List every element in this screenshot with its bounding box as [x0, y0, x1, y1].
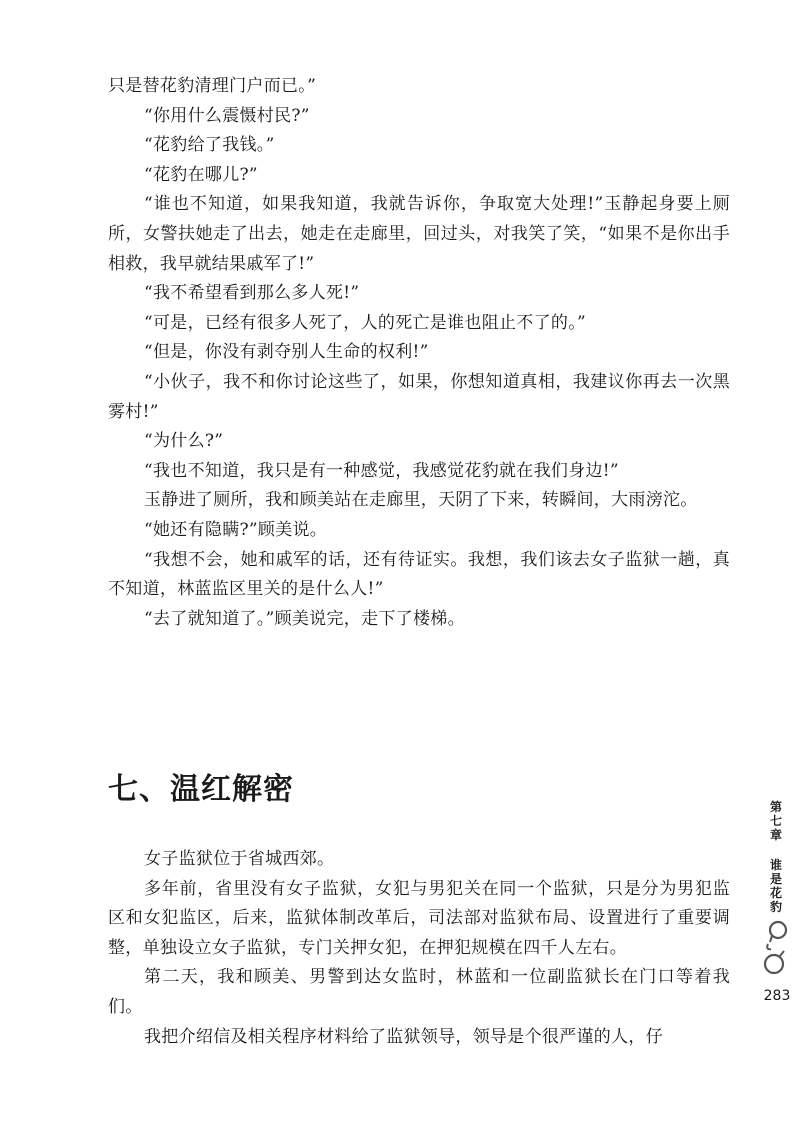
paragraph: 只是替花豹清理门户而已。” — [108, 76, 317, 96]
sidebar-chapter-number — [758, 800, 794, 842]
paragraph: 我把介绍信及相关程序材料给了监狱领导，领导是个很严谨的人，仔 — [144, 1026, 663, 1047]
paragraph: “你用什么震慑村民?” — [144, 105, 310, 126]
paragraph: “小伙子，我不和你讨论这些了，如果，你想知道真相，我建议你再去一次黑雾村!” — [108, 371, 730, 422]
paragraph: “我想不会，她和戚军的话，还有待证实。我想，我们该去女子监狱一趟，真不知道，林蓝监区里关的是什么人!” — [108, 549, 730, 600]
paragraph: “花豹给了我钱。” — [144, 135, 275, 156]
paragraph: “她还有隐瞒?”顾美说。 — [144, 519, 328, 540]
lower-text-block — [108, 845, 730, 1052]
sidebar-char: 七 — [769, 814, 782, 828]
paragraph: 女子监狱位于省城西郊。 — [144, 849, 335, 869]
sidebar-char: 章 — [769, 828, 782, 842]
sidebar-char: 第 — [769, 800, 782, 814]
paragraph: “但是，你没有剥夺别人生命的权利!” — [144, 342, 429, 363]
paragraph: “花豹在哪儿?” — [144, 164, 258, 185]
sidebar-char: 花 — [769, 886, 782, 900]
sidebar-char: 谁 — [769, 858, 782, 872]
paragraph: “去了就知道了。”顾美说完，走下了楼梯。 — [144, 608, 465, 629]
paragraph: “为什么?” — [144, 431, 224, 452]
sidebar-char: 是 — [769, 872, 782, 886]
paragraph: 玉静进了厕所，我和顾美站在走廊里，天阴了下来，转瞬间，大雨滂沱。 — [144, 490, 698, 511]
upper-text-block — [108, 72, 730, 634]
paragraph: 多年前，省里没有女子监狱，女犯与男犯关在同一个监狱，只是分为男犯监区和女犯监区，后来，监狱体制改革后，司法部对监狱布局、设置进行了重要调整，单独设立女子监狱，专门关押女犯，在押犯规模在四千人左右。 — [108, 878, 730, 958]
handcuffs-icon — [760, 918, 794, 978]
sidebar-chapter-name — [758, 858, 794, 914]
paragraph: “我也不知道，我只是有一种感觉，我感觉花豹就在我们身边!” — [144, 460, 619, 481]
sidebar-char: 豹 — [769, 900, 782, 914]
paragraph: “谁也不知道，如果我知道，我就告诉你，争取宽大处理!”玉静起身要上厕所，女警扶她走了出去，她走在走廊里，回过头，对我笑了笑，“如果不是你出手相救，我早就结果戚军了!” — [108, 194, 730, 274]
page-number: 283 — [763, 988, 791, 1004]
paragraph: “我不希望看到那么多人死!” — [144, 283, 360, 304]
section-title: 七、温红解密 — [108, 772, 294, 807]
paragraph: 第二天，我和顾美、男警到达女监时，林蓝和一位副监狱长在门口等着我们。 — [108, 967, 730, 1017]
paragraph: “可是，已经有很多人死了，人的死亡是谁也阻止不了的。” — [144, 312, 586, 333]
